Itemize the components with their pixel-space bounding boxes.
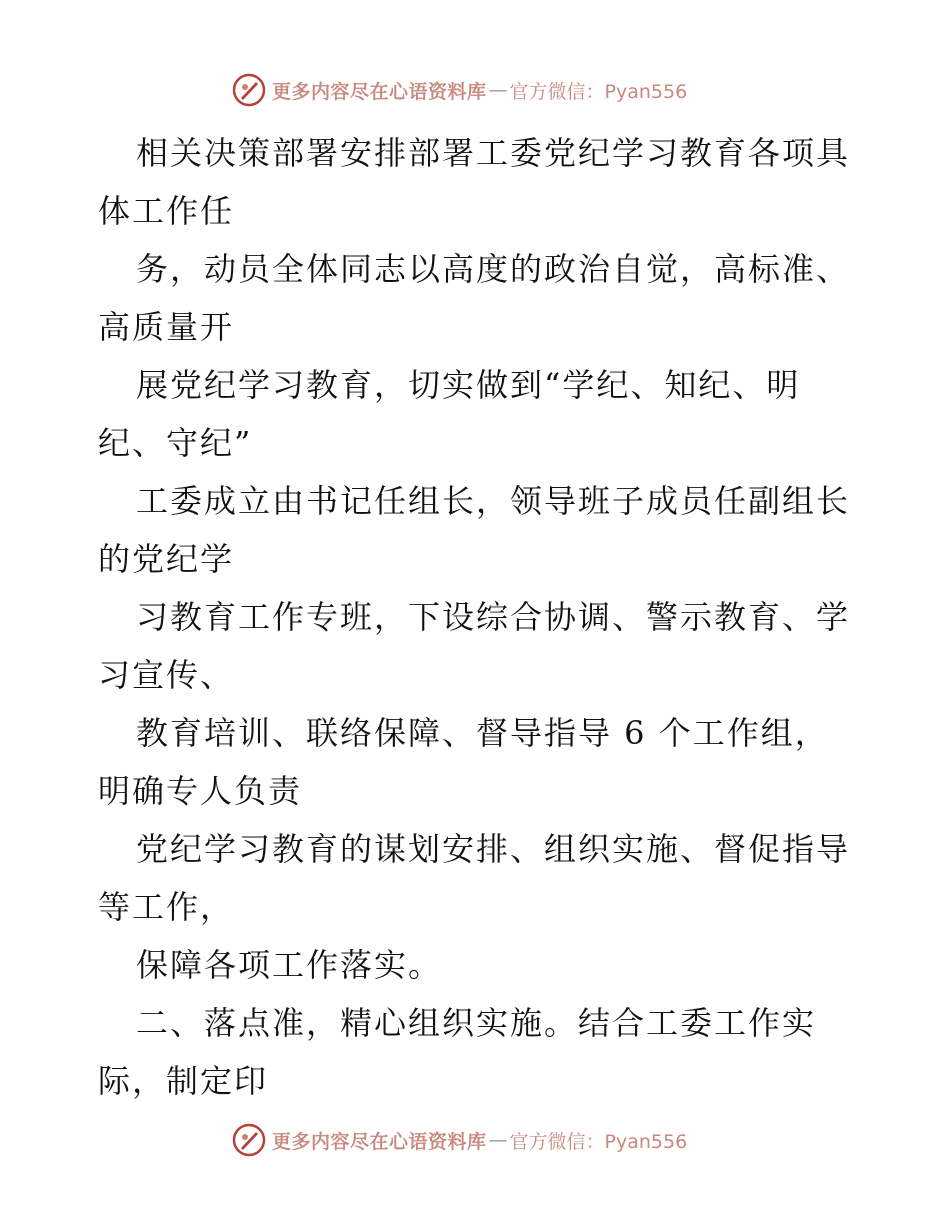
text-line: 教育培训、联络保障、督导指导 6 个工作组， (136, 714, 829, 752)
text-line: 务，动员全体同志以高度的政治自觉，高标准、 (136, 250, 851, 288)
quill-logo-icon (232, 73, 266, 107)
text-line: 纪、守纪” (98, 424, 253, 462)
text-line: 的党纪学 (98, 540, 235, 578)
document-body (98, 124, 858, 1110)
header-watermark (232, 72, 752, 108)
text-line: 高质量开 (98, 308, 235, 346)
text-line: 习宣传、 (98, 656, 235, 694)
watermark-separator: — (488, 1129, 508, 1151)
footer-watermark (232, 1122, 752, 1158)
watermark-contact: 官方微信：Pyan556 (509, 80, 688, 103)
text-line: 党纪学习教育的谋划安排、组织实施、督促指导 (136, 830, 851, 868)
watermark-text: 更多内容尽在心语资料库 (272, 80, 487, 103)
text-line: 二、落点准，精心组织实施。结合工委工作实 (136, 1004, 817, 1042)
text-line: 际，制定印 (98, 1062, 269, 1100)
watermark-separator: — (488, 79, 508, 101)
text-line: 等工作， (98, 888, 235, 926)
watermark-contact: 官方微信：Pyan556 (509, 1130, 688, 1153)
text-line: 展党纪学习教育，切实做到“学纪、知纪、明 (136, 366, 801, 404)
text-line: 习教育工作专班，下设综合协调、警示教育、学 (136, 598, 851, 636)
quill-logo-icon (232, 1123, 266, 1157)
text-line: 相关决策部署安排部署工委党纪学习教育各项具 (136, 134, 851, 172)
text-line: 工委成立由书记任组长，领导班子成员任副组长 (136, 482, 851, 520)
text-line: 体工作任 (98, 192, 235, 230)
text-line: 明确专人负责 (98, 772, 303, 810)
text-line: 保障各项工作落实。 (136, 946, 443, 984)
watermark-text: 更多内容尽在心语资料库 (272, 1130, 487, 1153)
